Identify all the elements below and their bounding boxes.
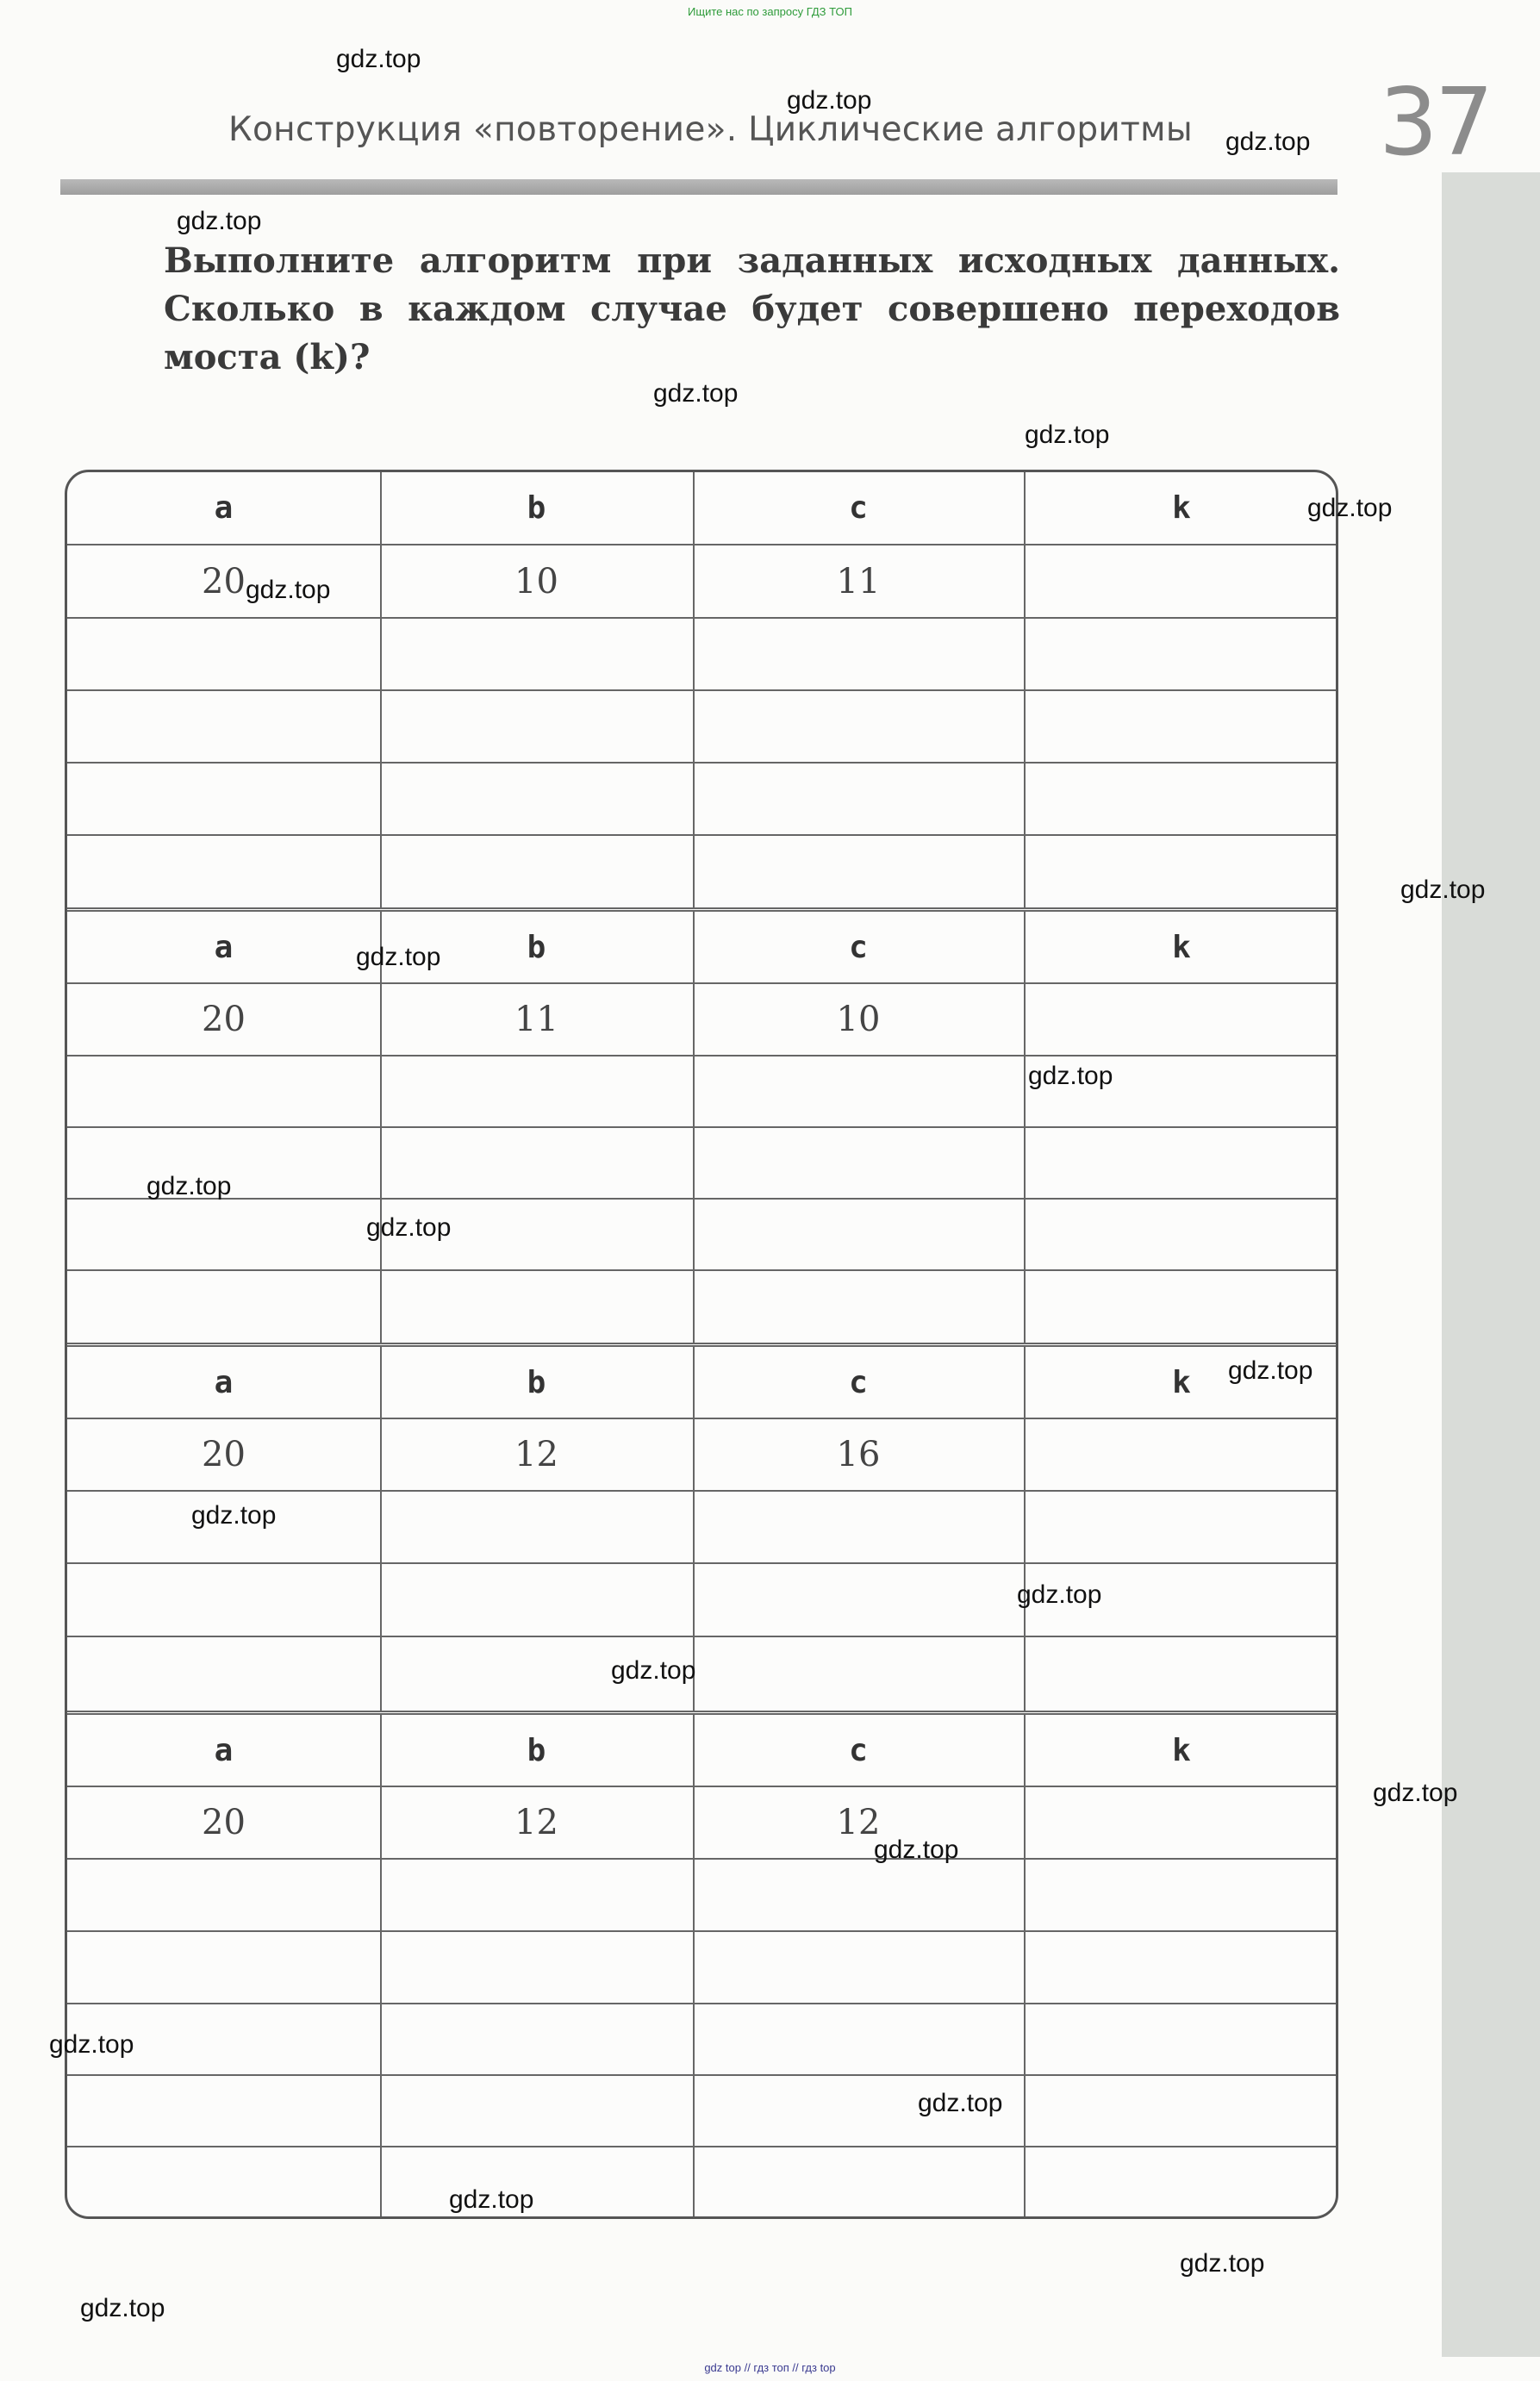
column-header-a: a (214, 1732, 234, 1768)
column-header-a: a (214, 929, 234, 965)
column-header-b: b (527, 490, 546, 526)
watermark: gdz.top (336, 45, 421, 73)
table-row (67, 1056, 1336, 1128)
column-header-c: c (849, 929, 868, 965)
table-row (67, 1637, 1336, 1711)
watermark: gdz.top (356, 943, 441, 971)
watermark: gdz.top (918, 2089, 1003, 2117)
cell-b: 10 (514, 561, 558, 601)
side-strip (1442, 172, 1540, 2357)
page-header-title: Конструкция «повторение». Циклические алгоритмы (228, 110, 1193, 149)
watermark: gdz.top (49, 2030, 134, 2059)
column-header-c: c (849, 1364, 868, 1400)
cell-a: 20 (202, 1803, 246, 1842)
bottom-note: gdz top // гдз топ // гдз top (704, 2361, 836, 2374)
cell-k[interactable] (1024, 1787, 1338, 1858)
watermark: gdz.top (177, 207, 262, 235)
cell-b: 11 (514, 1000, 558, 1039)
table-row (67, 1419, 1336, 1492)
cell-k[interactable] (1024, 984, 1338, 1055)
cell-k[interactable] (1024, 545, 1338, 617)
table-row (67, 1128, 1336, 1200)
cell-k[interactable] (1024, 1419, 1338, 1490)
table-block-1 (67, 472, 1336, 907)
column-header-a: a (214, 490, 234, 526)
cell-c: 11 (836, 561, 881, 601)
watermark: gdz.top (787, 86, 872, 115)
watermark: gdz.top (449, 2185, 534, 2214)
column-header-k: k (1172, 1364, 1191, 1400)
column-header-a: a (214, 1364, 234, 1400)
table-header-row (67, 912, 1336, 984)
watermark: gdz.top (1225, 128, 1311, 156)
cell-c: 12 (836, 1803, 881, 1842)
cell-b: 12 (514, 1435, 558, 1474)
header-rule (60, 179, 1337, 195)
table-row (67, 2147, 1336, 2219)
table-row (67, 1271, 1336, 1343)
column-header-b: b (527, 929, 546, 965)
table-row (67, 984, 1336, 1056)
watermark: gdz.top (366, 1213, 452, 1242)
watermark: gdz.top (1373, 1779, 1458, 1807)
table-row (67, 1787, 1336, 1860)
table-row (67, 2004, 1336, 2076)
watermark: gdz.top (874, 1836, 959, 1864)
watermark: gdz.top (147, 1172, 232, 1200)
column-header-k: k (1172, 1732, 1191, 1768)
table-block-4 (67, 1715, 1336, 2219)
table-header-row (67, 472, 1336, 545)
cell-b: 12 (514, 1803, 558, 1842)
cell-c: 16 (836, 1435, 881, 1474)
cell-a: 20 (202, 561, 246, 601)
watermark: gdz.top (1017, 1580, 1102, 1609)
task-text: Выполните алгоритм при заданных исходных данных. Сколько в каждом случае будет совершено переходов моста (k)? (164, 240, 1340, 377)
table-row (67, 836, 1336, 907)
watermark: gdz.top (1025, 421, 1110, 449)
watermark: gdz.top (1028, 1062, 1113, 1090)
column-header-c: c (849, 1732, 868, 1768)
table-row (67, 619, 1336, 691)
cell-c: 10 (836, 1000, 881, 1039)
table-row (67, 1860, 1336, 1932)
table-block-2 (67, 912, 1336, 1343)
top-note: Ищите нас по запросу ГДЗ ТОП (688, 5, 852, 18)
watermark: gdz.top (246, 576, 331, 604)
column-header-b: b (527, 1732, 546, 1768)
answer-tables (65, 470, 1338, 2219)
cell-a: 20 (202, 1435, 246, 1474)
table-header-row (67, 1347, 1336, 1419)
watermark: gdz.top (80, 2294, 165, 2322)
table-row (67, 2076, 1336, 2147)
watermark: gdz.top (653, 379, 739, 408)
table-row (67, 764, 1336, 836)
watermark: gdz.top (1228, 1356, 1313, 1385)
watermark: gdz.top (1400, 876, 1486, 904)
column-header-k: k (1172, 929, 1191, 965)
table-row (67, 1564, 1336, 1637)
table-header-row (67, 1715, 1336, 1787)
table-row (67, 1932, 1336, 2004)
column-header-c: c (849, 490, 868, 526)
watermark: gdz.top (1307, 494, 1393, 522)
column-header-b: b (527, 1364, 546, 1400)
table-row (67, 1200, 1336, 1271)
cell-a: 20 (202, 1000, 246, 1039)
page-number: 37 (1379, 69, 1491, 177)
table-row (67, 691, 1336, 764)
watermark: gdz.top (191, 1501, 277, 1530)
watermark: gdz.top (611, 1656, 696, 1685)
watermark: gdz.top (1180, 2249, 1265, 2278)
column-header-k: k (1172, 490, 1191, 526)
